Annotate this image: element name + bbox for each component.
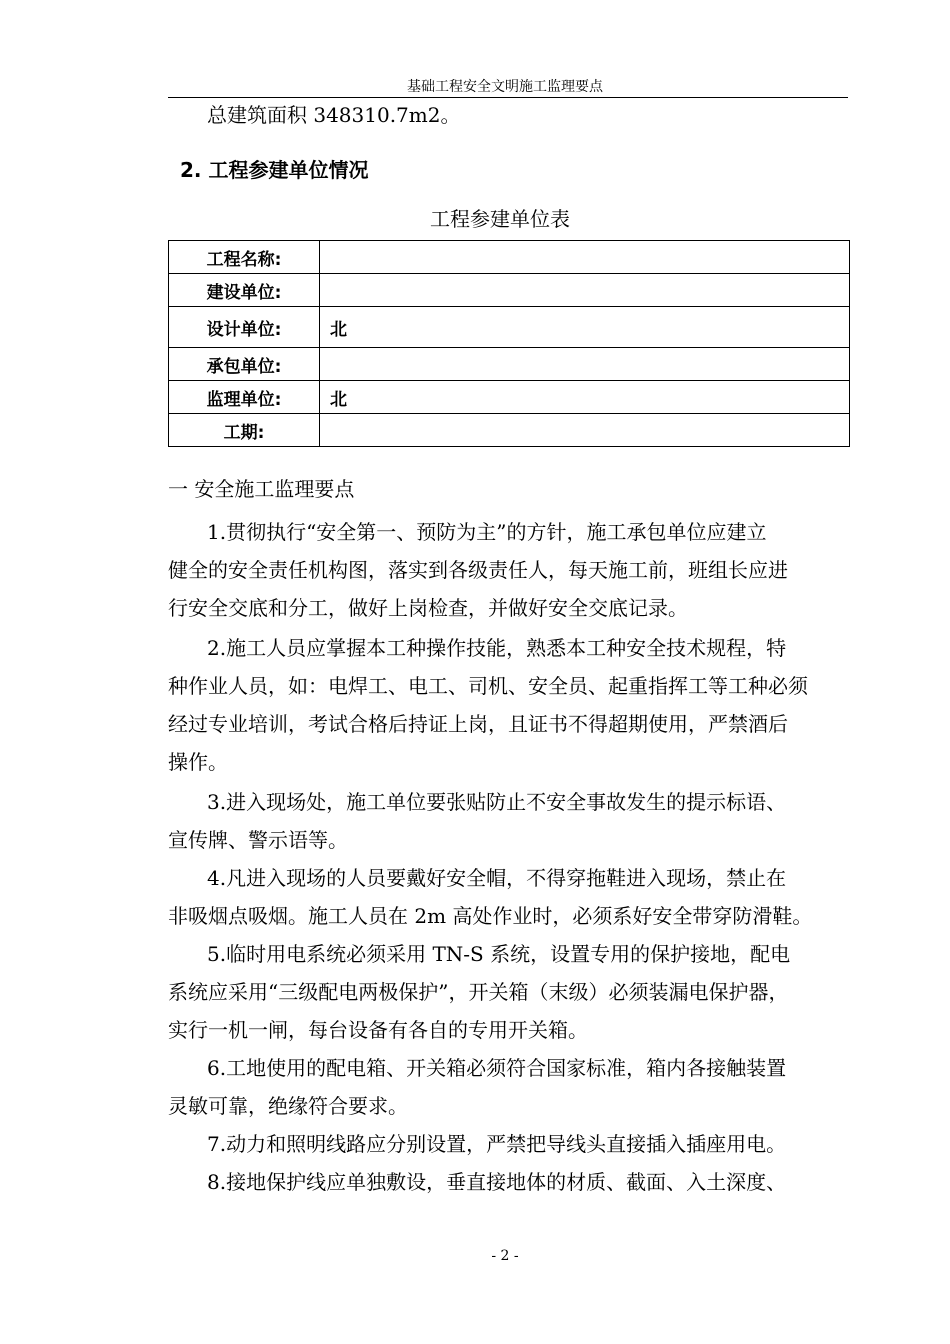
row-label: 设计单位:	[169, 307, 320, 348]
row-value: 北	[320, 307, 850, 348]
row-value	[320, 274, 850, 307]
intro-line: 总建筑面积 348310.7m2。	[207, 103, 461, 127]
body-line: 4.凡进入现场的人员要戴好安全帽，不得穿拖鞋进入现场，禁止在	[207, 866, 787, 890]
table-title: 工程参建单位表	[430, 207, 570, 231]
body-line: 种作业人员，如：电焊工、电工、司机、安全员、起重指挥工等工种必须	[168, 674, 808, 698]
row-value	[320, 241, 850, 274]
table-row	[169, 414, 850, 447]
body-line: 经过专业培训，考试合格后持证上岗，且证书不得超期使用，严禁酒后	[168, 712, 788, 736]
table-row	[169, 241, 850, 274]
row-label: 工程名称:	[169, 241, 320, 274]
section-2-title: 2. 工程参建单位情况	[180, 158, 369, 182]
body-line: 8.接地保护线应单独敷设，垂直接地体的材质、截面、入土深度、	[207, 1170, 787, 1194]
row-label: 工期:	[169, 414, 320, 447]
row-value	[320, 414, 850, 447]
running-header: 基础工程安全文明施工监理要点	[407, 79, 603, 95]
body-line: 2.施工人员应掌握本工种操作技能，熟悉本工种安全技术规程，特	[207, 636, 787, 660]
body-line: 实行一机一闸，每台设备有各自的专用开关箱。	[168, 1018, 588, 1042]
section-one-title: 一 安全施工监理要点	[168, 477, 355, 501]
body-line: 6.工地使用的配电箱、开关箱必须符合国家标准，箱内各接触装置	[207, 1056, 787, 1080]
body-line: 非吸烟点吸烟。施工人员在 2m 高处作业时，必须系好安全带穿防滑鞋。	[168, 904, 813, 928]
body-line: 宣传牌、警示语等。	[168, 828, 348, 852]
row-value: 北	[320, 381, 850, 414]
row-label: 建设单位:	[169, 274, 320, 307]
body-line: 7.动力和照明线路应分别设置，严禁把导线头直接插入插座用电。	[207, 1132, 787, 1156]
table-row	[169, 381, 850, 414]
body-line: 系统应采用“三级配电两极保护”，开关箱（末级）必须装漏电保护器，	[168, 980, 789, 1004]
body-line: 3.进入现场处，施工单位要张贴防止不安全事故发生的提示标语、	[207, 790, 787, 814]
table-row	[169, 274, 850, 307]
row-label: 监理单位:	[169, 381, 320, 414]
body-line: 健全的安全责任机构图，落实到各级责任人，每天施工前，班组长应进	[168, 558, 788, 582]
body-line: 灵敏可靠，绝缘符合要求。	[168, 1094, 408, 1118]
page-number: - 2 -	[491, 1248, 519, 1264]
body-line: 操作。	[168, 750, 228, 774]
participating-units-table	[168, 240, 850, 447]
body-line: 1.贯彻执行“安全第一、预防为主”的方针，施工承包单位应建立	[207, 520, 767, 544]
body-line: 行安全交底和分工，做好上岗检查，并做好安全交底记录。	[168, 596, 688, 620]
header-rule	[168, 97, 848, 98]
table-row	[169, 348, 850, 381]
table-row	[169, 307, 850, 348]
row-label: 承包单位:	[169, 348, 320, 381]
row-value	[320, 348, 850, 381]
body-line: 5.临时用电系统必须采用 TN-S 系统，设置专用的保护接地，配电	[207, 942, 791, 966]
